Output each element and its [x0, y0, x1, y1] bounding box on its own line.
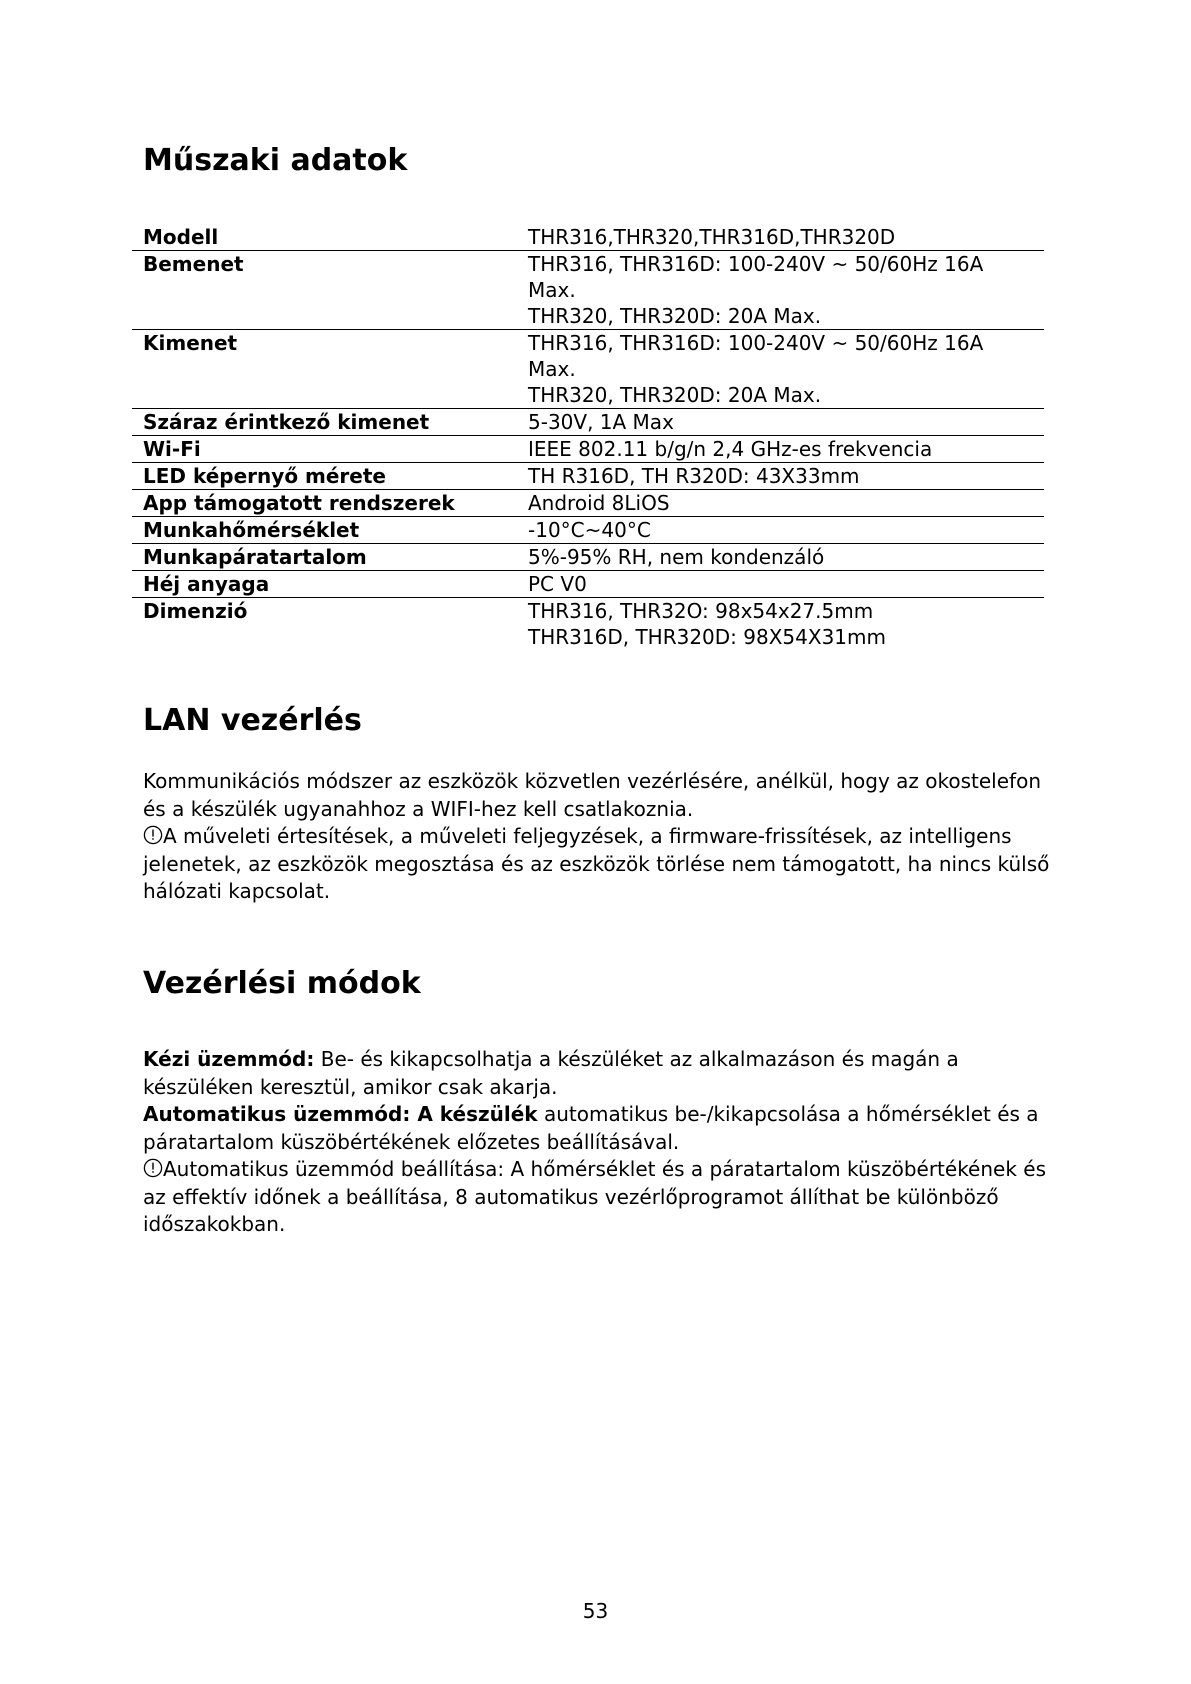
spec-value	[517, 330, 1044, 409]
spec-value	[517, 436, 1044, 463]
spec-value	[517, 409, 1044, 436]
spec-label: Modell	[132, 224, 517, 251]
auto-mode-text: automatikus be-/kikapcsolása a hőmérséklet és a páratartalom küszöbértékének előzetes beállításával.	[143, 1102, 1039, 1154]
spec-value-line: Android 8LiOS	[528, 491, 670, 515]
spec-value-line: THR316, THR316D: 100-240V ~ 50/60Hz 16A	[528, 331, 984, 355]
spec-label: Száraz érintkező kimenet	[132, 409, 517, 436]
spec-value-line: THR316, THR32O: 98x54x27.5mm	[528, 599, 874, 623]
spec-row	[132, 490, 1044, 517]
manual-mode-text: Be- és kikapcsolhatja a készüléket az alkalmazáson és magán a készüléken keresztül, amikor csak akarja.	[143, 1047, 959, 1099]
spec-value-line: Max.	[528, 278, 576, 302]
spec-value	[517, 490, 1044, 517]
manual-mode-label: Kézi üzemmód:	[143, 1047, 315, 1071]
spec-table	[132, 224, 1044, 650]
info-circle-icon	[143, 825, 163, 845]
spec-value-line: THR320, THR320D: 20A Max.	[528, 383, 822, 407]
spec-value-line: Max.	[528, 357, 576, 381]
spec-value-line: PC V0	[528, 572, 587, 596]
spec-label: Kimenet	[132, 330, 517, 409]
spec-value	[517, 517, 1044, 544]
spec-label: Dimenzió	[143, 599, 248, 623]
lan-heading: LAN vezérlés	[143, 703, 362, 738]
spec-table-body	[132, 224, 1044, 650]
spec-row	[132, 598, 1044, 651]
spec-value-line: THR316D, THR320D: 98X54X31mm	[528, 625, 886, 649]
modes-note	[143, 1156, 1058, 1239]
spec-row	[132, 571, 1044, 598]
info-circle-icon	[143, 1158, 163, 1178]
spec-label: App támogatott rendszerek	[132, 490, 517, 517]
spec-row	[132, 224, 1044, 251]
spec-value	[517, 463, 1044, 490]
spec-row	[132, 330, 1044, 409]
spec-row	[132, 544, 1044, 571]
spec-value-line: THR320, THR320D: 20A Max.	[528, 304, 822, 328]
auto-mode-paragraph	[143, 1101, 1058, 1156]
spec-label: Munkapáratartalom	[132, 544, 517, 571]
spec-value	[517, 544, 1044, 571]
spec-label: Bemenet	[132, 251, 517, 330]
modes-section	[143, 1046, 1058, 1239]
spec-label: LED képernyő mérete	[132, 463, 517, 490]
spec-label: Wi-Fi	[132, 436, 517, 463]
spec-value-line: IEEE 802.11 b/g/n 2,4 GHz-es frekvencia	[528, 437, 933, 461]
spec-row	[132, 409, 1044, 436]
spec-value-line: THR316, THR316D: 100-240V ~ 50/60Hz 16A	[528, 252, 984, 276]
manual-mode-paragraph	[143, 1046, 1058, 1101]
spec-value-line: TH R316D, TH R320D: 43X33mm	[528, 464, 860, 488]
spec-value	[517, 251, 1044, 330]
page-number: 53	[582, 1599, 609, 1623]
modes-heading: Vezérlési módok	[143, 966, 421, 1001]
lan-section	[143, 768, 1058, 906]
spec-value-line: THR316,THR320,THR316D,THR320D	[528, 225, 896, 249]
spec-value	[517, 224, 1044, 251]
auto-mode-label: Automatikus üzemmód: A készülék	[143, 1102, 538, 1126]
modes-note-text: Automatikus üzemmód beállítása: A hőmérséklet és a páratartalom küszöbértékének és az effektív időnek a beállítása, 8 automatikus vezérlőprogramot állíthat be különböző időszakokban.	[143, 1157, 1047, 1236]
lan-note	[143, 823, 1058, 906]
lan-paragraph: Kommunikációs módszer az eszközök közvetlen vezérlésére, anélkül, hogy az okostelefon és a készülék ugyanahhoz a WIFI-hez kell csatlakoznia.	[143, 769, 1041, 821]
spec-row	[132, 463, 1044, 490]
spec-value-line: 5-30V, 1A Max	[528, 410, 674, 434]
spec-value	[517, 598, 1044, 651]
specs-heading: Műszaki adatok	[143, 143, 408, 178]
spec-row	[132, 436, 1044, 463]
spec-label: Munkahőmérséklet	[132, 517, 517, 544]
lan-note-text: A műveleti értesítések, a műveleti feljegyzések, a firmware-frissítések, az intelligens jelenetek, az eszközök megosztása és az eszközök törlése nem támogatott, ha nincs külső hálózati kapcsolat.	[143, 824, 1050, 903]
spec-label: Héj anyaga	[132, 571, 517, 598]
spec-row	[132, 251, 1044, 330]
spec-value-line: 5%-95% RH, nem kondenzáló	[528, 545, 825, 569]
spec-value	[517, 571, 1044, 598]
spec-row	[132, 517, 1044, 544]
spec-value-line: -10°C~40°C	[528, 518, 651, 542]
